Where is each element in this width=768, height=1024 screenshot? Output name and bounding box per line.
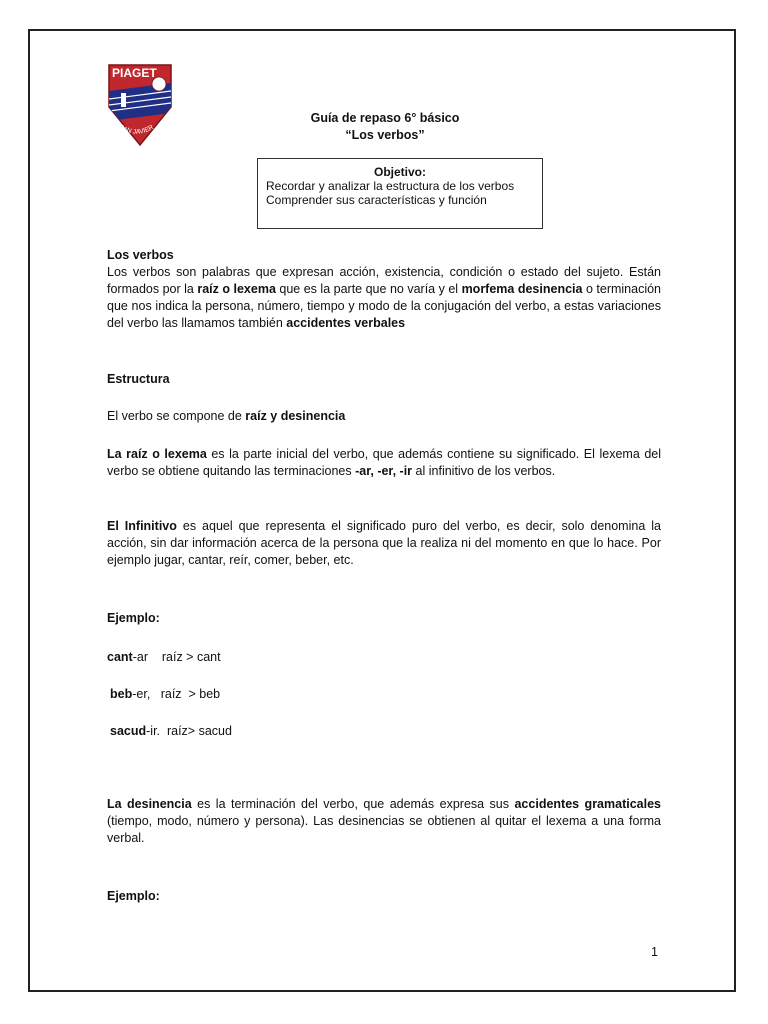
heading-ejemplo-2: Ejemplo:: [107, 889, 160, 903]
objective-item: Comprender sus características y función: [266, 193, 487, 207]
paragraph-estructura: El verbo se compone de raíz y desinencia: [107, 409, 346, 423]
paragraph-desinencia: La desinencia es la terminación del verbo, que además expresa sus accidentes gramaticales (tiempo, modo, número y persona). Las desinencias se obtienen al quitar el lexema a una forma verbal.: [107, 797, 661, 845]
paragraph-raiz: La raíz o lexema es la parte inicial del verbo, que además contiene su significado. El lexema del verbo se obtiene quitando las terminaciones -ar, -er, -ir al infinitivo de los verbos.: [107, 447, 661, 478]
objective-item: Recordar y analizar la estructura de los verbos: [266, 179, 515, 193]
objective-box: [257, 158, 543, 229]
doc-title-line1: Guía de repaso 6° básico: [310, 111, 460, 125]
paragraph-los-verbos: Los verbos son palabras que expresan acción, existencia, condición o estado del sujeto. Están formados por la raíz o lexema que es la parte que no varía y el morfema desinencia o terminación que nos indica la persona, número, tiempo y modo de la conjugación del verbo, a estas variaciones del verbo las llamamos también accidentes verbales: [107, 265, 662, 330]
example-item: sacud-ir. raíz> sacud: [110, 724, 232, 738]
objective-heading: Objetivo:: [373, 165, 426, 179]
example-item: cant-ar raíz > cant: [107, 650, 221, 664]
example-item: beb-er, raíz > beb: [110, 687, 221, 701]
paragraph-infinitivo: El Infinitivo es aquel que representa el significado puro del verbo, es decir, solo denomina la acción, sin dar información acerca de la persona que la realiza ni del momento en que lo hace. Por ejemplo jugar, cantar, reír, comer, beber, etc.: [107, 519, 661, 567]
logo-subtitle: SAN JAVIER: [117, 123, 155, 136]
page-number: 1: [651, 945, 658, 959]
heading-los-verbos: Los verbos: [107, 248, 174, 262]
heading-estructura: Estructura: [107, 372, 170, 386]
logo-name: PIAGET: [112, 66, 157, 80]
heading-ejemplo: Ejemplo:: [107, 611, 160, 625]
doc-title-line2: “Los verbos”: [345, 128, 425, 142]
school-logo: [107, 63, 173, 147]
